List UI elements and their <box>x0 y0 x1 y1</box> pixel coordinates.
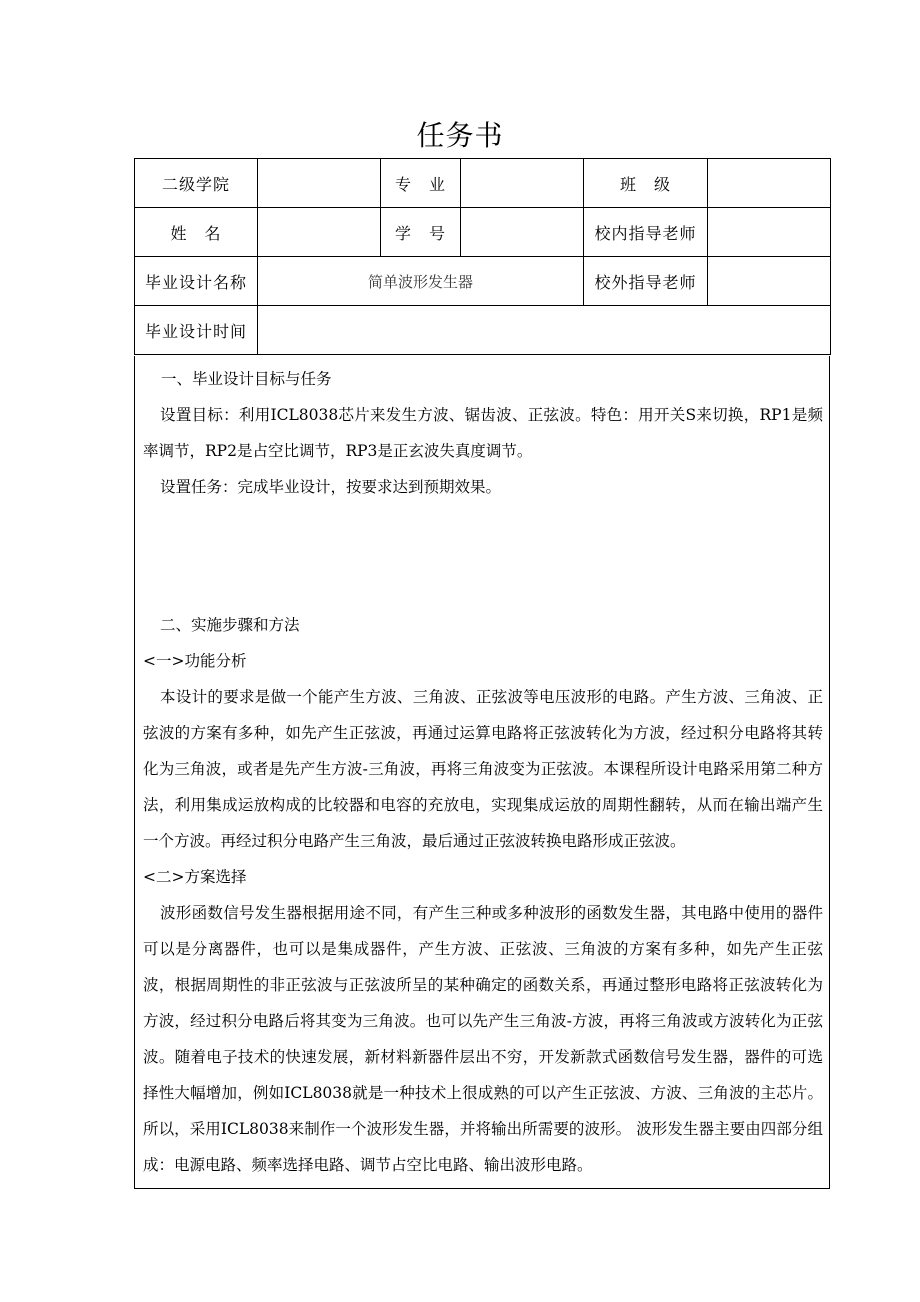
college-value[interactable] <box>258 159 381 208</box>
table-row <box>135 306 831 355</box>
info-table <box>134 158 831 355</box>
document-title: 任务书 <box>416 119 504 152</box>
inner-advisor-value[interactable] <box>708 208 831 257</box>
subsection2-heading: <二>方案选择 <box>143 868 247 886</box>
design-name-value[interactable]: 简单波形发生器 <box>258 257 584 306</box>
table-row <box>135 257 831 306</box>
student-id-label: 学 号 <box>381 208 461 257</box>
class-label: 班 级 <box>584 159 708 208</box>
section1-task: 设置任务：完成毕业设计，按要求达到预期效果。 <box>160 478 502 496</box>
table-row <box>135 159 831 208</box>
class-value[interactable] <box>708 159 831 208</box>
major-label: 专 业 <box>381 159 461 208</box>
section1-heading: 一、毕业设计目标与任务 <box>161 370 332 388</box>
subsection1-text: 本设计的要求是做一个能产生方波、三角波、正弦波等电压波形的电路。产生方波、三角波、正弦波的方案有多种，如先产生正弦波，再通过运算电路将正弦波转化为方波，经过积分电路将其转化为三角波，或者是先产生方波-三角波，再将三角波变为正弦波。本课程所设计电路采用第二种方法，利用集成运放构成的比较器和电容的充放电，实现集成运放的周期性翻转，从而在输出端产生一个方波。再经过积分电路产生三角波，最后通过正弦波转换电路形成正弦波。 <box>143 688 823 850</box>
section2-heading: 二、实施步骤和方法 <box>160 616 300 634</box>
content-box <box>134 356 830 1189</box>
subsection2-text: 波形函数信号发生器根据用途不同，有产生三种或多种波形的函数发生器，其电路中使用的器件可以是分离器件，也可以是集成器件，产生方波、正弦波、三角波的方案有多种，如先产生正弦波，根据周期性的非正弦波与正弦波所呈的某种确定的函数关系，再通过整形电路将正弦波转化为方波，经过积分电路后将其变为三角波。也可以先产生三角波-方波，再将三角波或方波转化为正弦波。随着电子技术的快速发展，新材料新器件层出不穷，开发新款式函数信号发生器，器件的可选择性大幅增加，例如ICL8038就是一种技术上很成熟的可以产生正弦波、方波、三角波的主芯片。所以，采用ICL8038来制作一个波形发生器，并将输出所需要的波形。 波形发生器主要由四部分组成：电源电路、频率选择电路、调节占空比电路、输出波形电路。 <box>143 904 823 1174</box>
design-time-value[interactable] <box>258 306 831 355</box>
major-value[interactable] <box>461 159 584 208</box>
subsection1-heading: <一>功能分析 <box>143 652 247 670</box>
table-row <box>135 208 831 257</box>
inner-advisor-label: 校内指导老师 <box>584 208 708 257</box>
student-id-value[interactable] <box>461 208 584 257</box>
design-time-label: 毕业设计时间 <box>135 306 258 355</box>
section1-goal: 设置目标：利用ICL8038芯片来发生方波、锯齿波、正弦波。特色：用开关S来切换，RP1是频率调节，RP2是占空比调节，RP3是正玄波失真度调节。 <box>143 406 823 460</box>
college-label: 二级学院 <box>135 159 258 208</box>
outer-advisor-label: 校外指导老师 <box>584 257 708 306</box>
name-value[interactable] <box>258 208 381 257</box>
design-name-label: 毕业设计名称 <box>135 257 258 306</box>
name-label: 姓 名 <box>135 208 258 257</box>
blank-space <box>135 505 829 607</box>
outer-advisor-value[interactable] <box>708 257 831 306</box>
